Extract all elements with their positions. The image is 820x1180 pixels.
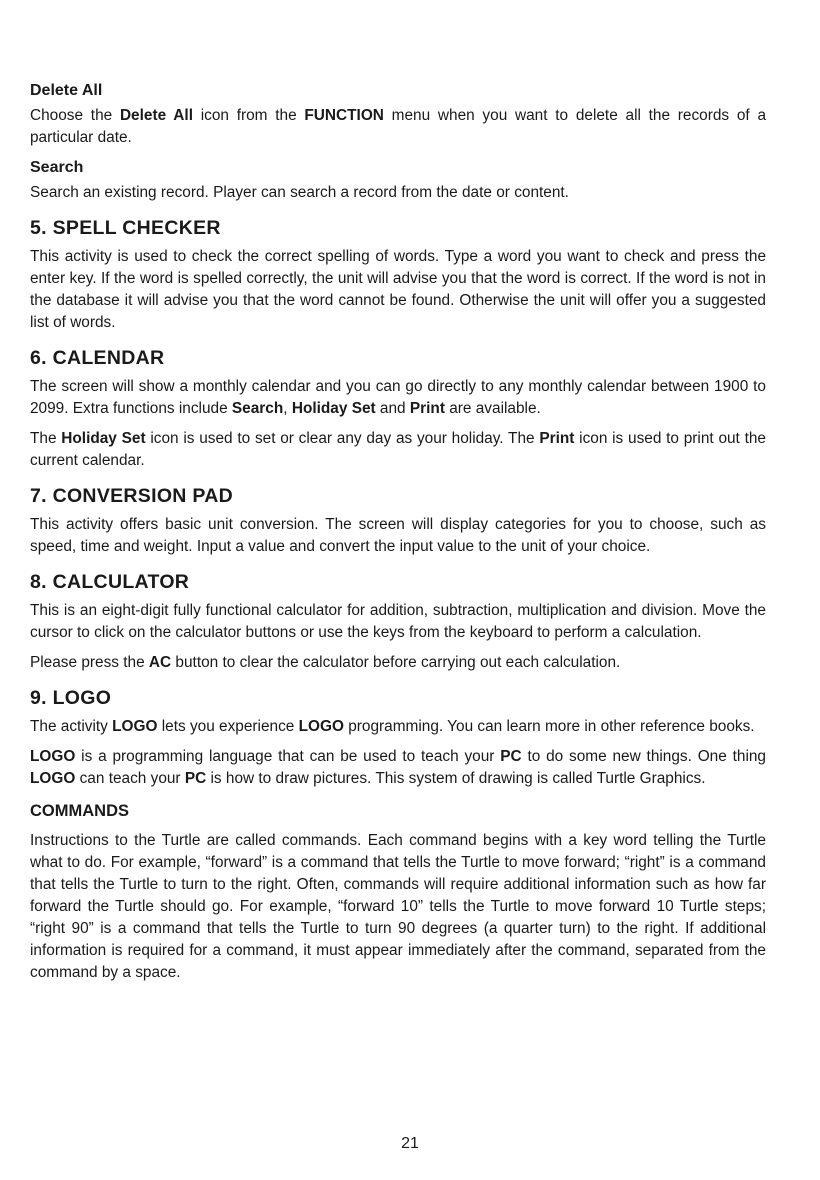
- conversion-pad-heading: 7. CONVERSION PAD: [30, 485, 234, 507]
- spell-checker-heading: 5. SPELL CHECKER: [30, 217, 221, 239]
- text-run: lets you experience: [157, 718, 299, 735]
- print-term: Print: [409, 400, 445, 417]
- text-run: Choose the: [30, 107, 120, 124]
- logo-text-2: [30, 746, 766, 790]
- calculator-text-2: [30, 652, 766, 674]
- text-run: The screen will show a monthly calendar and you can go directly to any monthly calendar between 1900 to 2099. Extra functions include: [30, 378, 766, 417]
- text-run: button to clear the calculator before carrying out each calculation.: [171, 654, 621, 671]
- logo-term: LOGO: [30, 770, 76, 787]
- commands-heading: COMMANDS: [30, 802, 129, 820]
- text-run: icon is used to print out the current calendar.: [30, 430, 766, 469]
- calendar-text-1: [30, 376, 766, 420]
- text-run: programming. You can learn more in other reference books.: [343, 718, 755, 735]
- calendar-text-2: [30, 428, 766, 472]
- holiday-set-term: Holiday Set: [291, 400, 376, 417]
- text-run: is a programming language that can be used to teach your: [75, 748, 501, 765]
- search-term: Search: [231, 400, 284, 417]
- text-run: is how to draw pictures. This system of drawing is called Turtle Graphics.: [206, 770, 706, 787]
- print-term: Print: [539, 430, 575, 447]
- text-run: are available.: [444, 400, 541, 417]
- pc-term: PC: [500, 748, 522, 765]
- delete-all-text: [30, 105, 766, 149]
- text-run: icon is used to set or clear any day as your holiday. The: [145, 430, 540, 447]
- text-run: to do some new things. One thing: [521, 748, 766, 765]
- conversion-pad-text: This activity offers basic unit conversion. The screen will display categories for you to choose, such as speed, time and weight. Input a value and convert the input value to the unit of your choice.: [30, 516, 766, 555]
- holiday-set-term: Holiday Set: [61, 430, 146, 447]
- text-run: icon from the: [192, 107, 305, 124]
- ac-term: AC: [148, 654, 172, 671]
- text-run: can teach your: [75, 770, 185, 787]
- logo-heading: 9. LOGO: [30, 687, 112, 709]
- search-text: Search an existing record. Player can search a record from the date or content.: [30, 184, 569, 201]
- search-heading: Search: [30, 159, 84, 176]
- logo-term: LOGO: [30, 748, 76, 765]
- text-run: The: [30, 430, 62, 447]
- logo-term: LOGO: [112, 718, 158, 735]
- logo-term: LOGO: [298, 718, 344, 735]
- page-number: 21: [401, 1135, 419, 1152]
- text-run: and: [375, 400, 410, 417]
- delete-all-heading: Delete All: [30, 82, 103, 99]
- text-run: menu when you want to delete all the records of a particular date.: [30, 107, 767, 146]
- calendar-heading: 6. CALENDAR: [30, 347, 165, 369]
- commands-text: Instructions to the Turtle are called commands. Each command begins with a key word telling the Turtle what to do. For example, “forward” is a command that tells the Turtle to move forward; “right” is a command that tells the Turtle to turn to the right. Often, commands will require additional information such as how far forward the Turtle should go. For example, “forward 10” tells the Turtle to move forward 10 Turtle steps; “right 90” is a command that tells the Turtle to turn 90 degrees (a quarter turn) to the right. If additional information is required for a command, it must appear immediately after the command, separated from the command by a space.: [30, 832, 766, 981]
- logo-text-1: [30, 716, 766, 738]
- text-run: Please press the: [30, 654, 149, 671]
- calculator-text-1: This is an eight-digit fully functional calculator for addition, subtraction, multiplication and division. Move the cursor to click on the calculator buttons or use the keys from the keyboard to perform a calculation.: [30, 602, 766, 641]
- spell-checker-text: This activity is used to check the correct spelling of words. Type a word you want to check and press the enter key. If the word is spelled correctly, the unit will advise you that the word is correct. If the word is not in the database it will advise you that the word cannot be found. Otherwise the unit will offer you a suggested list of words.: [30, 248, 766, 331]
- calculator-heading: 8. CALCULATOR: [30, 571, 190, 593]
- text-run: The activity: [30, 718, 113, 735]
- function-term: FUNCTION: [304, 107, 384, 124]
- pc-term: PC: [184, 770, 207, 787]
- text-run: ,: [283, 400, 292, 417]
- delete-all-term: Delete All: [119, 107, 193, 124]
